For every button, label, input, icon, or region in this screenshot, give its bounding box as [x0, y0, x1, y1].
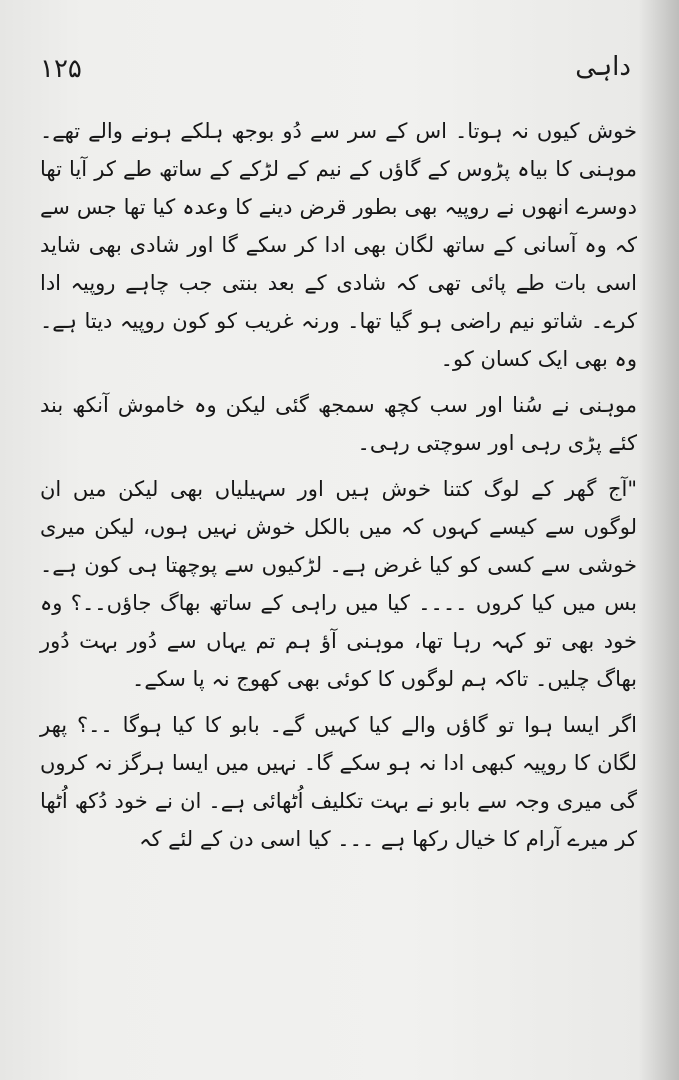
paragraph-2: موہنی نے سُنا اور سب کچھ سمجھ گئی لیکن وہ خاموش آنکھ بند کئے پڑی رہی اور سوچتی رہی۔: [40, 393, 637, 455]
paragraph-1: خوش کیوں نہ ہوتا۔ اس کے سر سے دُو بوجھ ہلکے ہونے والے تھے۔ موہنی کا بیاہ پڑوس کے گاؤں کے نیم کے لڑکے کے ساتھ طے کر آیا تھا دوسرے انھوں نے روپیہ بھی بطور قرض دینے کا وعدہ کیا تھا جس سے کہ وہ آسانی کے ساتھ لگان بھی ادا کر سکے گا اور شادی بھی شاید اسی بات طے پائی تھی کہ شادی کے بعد بنتی جب چاہے روپیہ ادا کرے۔ شاتو نیم راضی ہو گیا تھا۔ ورنہ غریب کو کون روپیہ دیتا ہے۔ وہ بھی ایک کسان کو۔: [40, 119, 637, 371]
page-body: [40, 112, 637, 858]
page-header: [40, 52, 631, 96]
running-title: داہی: [575, 52, 631, 82]
paragraph-4: اگر ایسا ہوا تو گاؤں والے کیا کہیں گے۔ بابو کا کیا ہوگا ۔۔؟ پھر لگان کا روپیہ کبھی ادا نہ ہو سکے گا۔ نہیں میں ایسا ہرگز نہ کروں گی میری وجہ سے بابو نے بہت تکلیف اُٹھائی ہے۔ ان نے خود دُکھ اُٹھا کر میرے آرام کا خیال رکھا ہے ۔۔۔ کیا اسی دن کے لئے کہ: [40, 713, 637, 851]
page-number: ۱۲۵: [40, 54, 82, 84]
paragraph-3: "آج گھر کے لوگ کتنا خوش ہیں اور سہیلیاں بھی لیکن میں ان لوگوں سے کیسے کہوں کہ میں بالکل خوش نہیں ہوں، لیکن میری خوشی سے کسی کو کیا غرض ہے۔ لڑکیوں سے پوچھتا ہی کون ہے۔ بس میں کیا کروں ۔۔۔۔ کیا میں راہی کے ساتھ بھاگ جاؤں۔۔؟ وہ خود بھی تو کہہ رہا تھا، موہنی آؤ ہم تم یہاں سے دُور بہت دُور بھاگ چلیں۔ تاکہ ہم لوگوں کا کوئی بھی کھوج نہ پا سکے۔: [40, 477, 637, 691]
